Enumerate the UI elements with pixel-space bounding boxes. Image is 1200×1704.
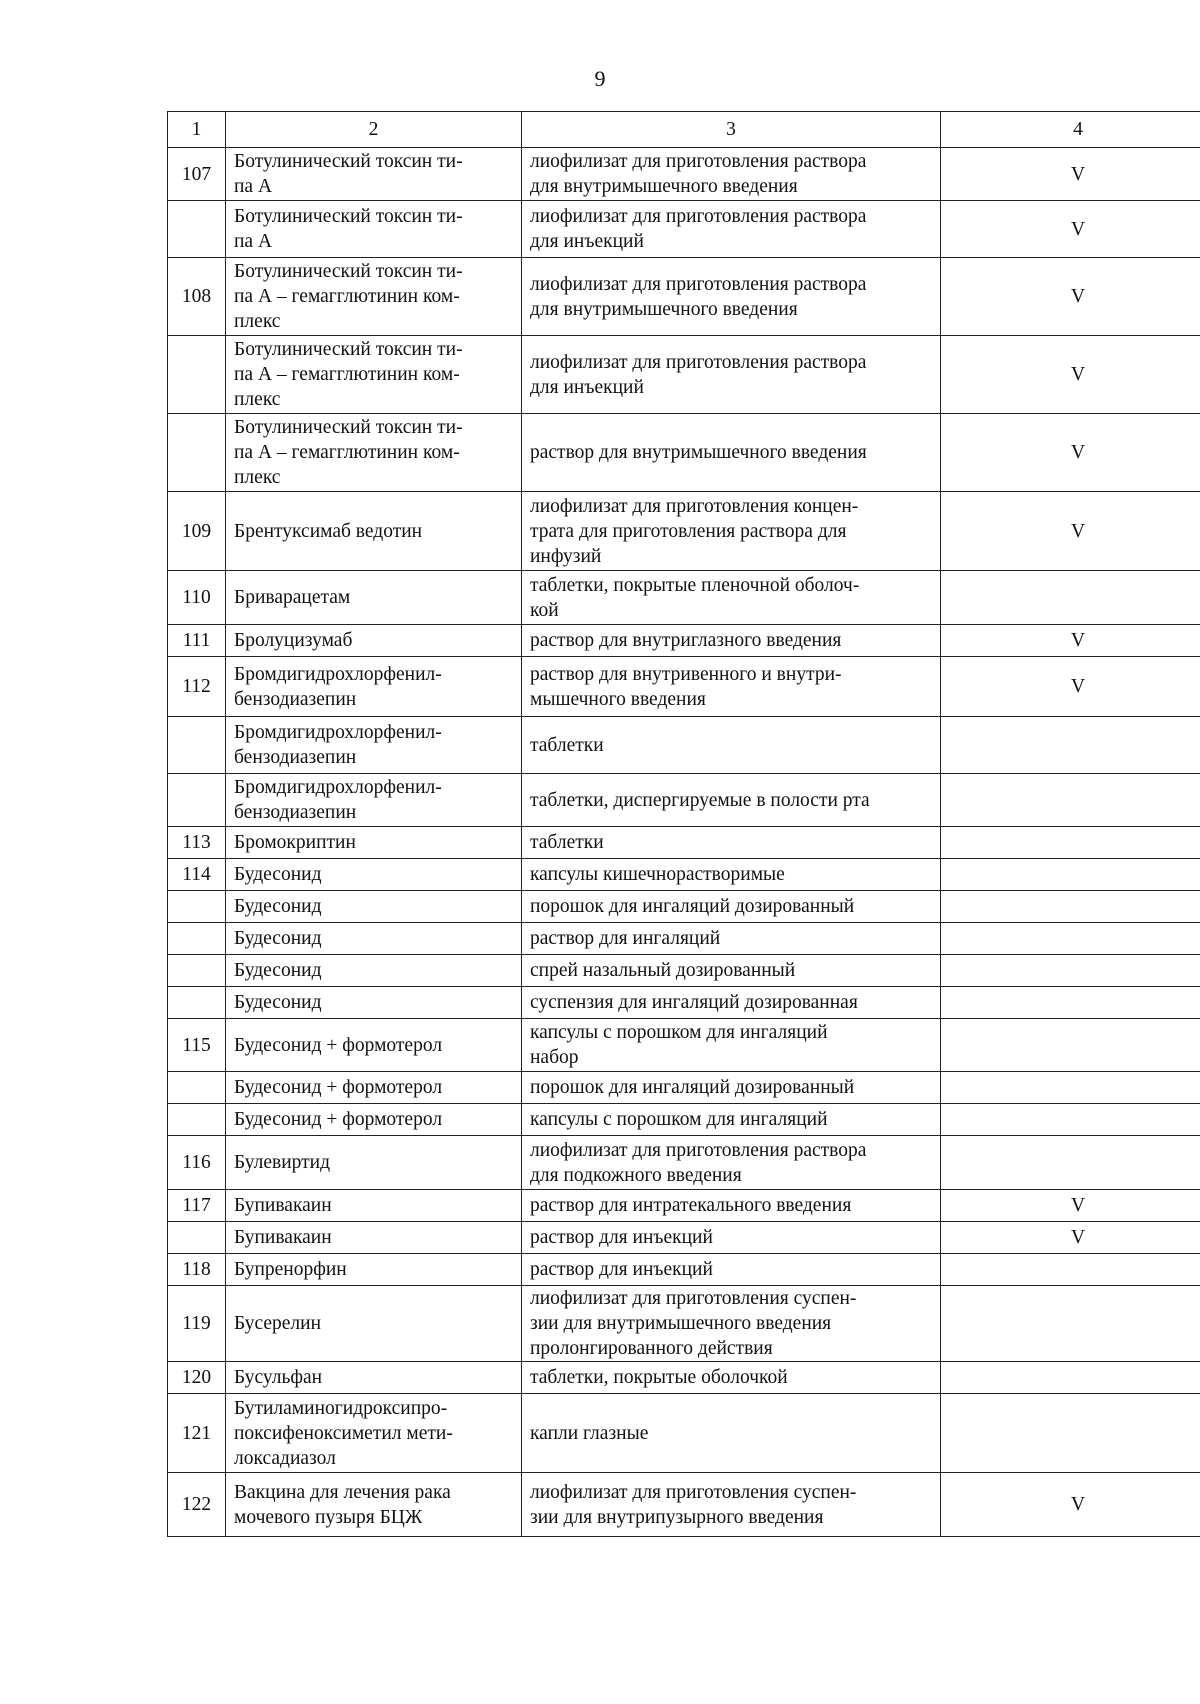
drug-name-cell: Будесонид + формотерол [226, 1019, 522, 1072]
table-row [168, 492, 1200, 571]
table-row [168, 987, 1200, 1019]
mark-cell: V [941, 1222, 1200, 1254]
dosage-form-cell: таблетки [522, 717, 941, 774]
table-row [168, 258, 1200, 336]
row-number-cell: 119 [168, 1286, 226, 1362]
table-row [168, 955, 1200, 987]
table-row [168, 891, 1200, 923]
table-row [168, 859, 1200, 891]
mark-cell: V [941, 625, 1200, 657]
table-row [168, 657, 1200, 717]
row-number-cell [168, 717, 226, 774]
table-row [168, 1104, 1200, 1136]
dosage-form-cell: раствор для инъекций [522, 1222, 941, 1254]
row-number-cell [168, 955, 226, 987]
mark-cell: V [941, 148, 1200, 201]
table-row [168, 414, 1200, 492]
drug-name-cell: Будесонид [226, 955, 522, 987]
header-col-2: 2 [226, 112, 522, 148]
mark-cell [941, 1394, 1200, 1473]
mark-cell [941, 1136, 1200, 1190]
drug-name-cell: Бусерелин [226, 1286, 522, 1362]
dosage-form-cell: суспензия для ингаляций дозированная [522, 987, 941, 1019]
row-number-cell [168, 1072, 226, 1104]
dosage-form-cell: капсулы с порошком для ингаляций набор [522, 1019, 941, 1072]
drug-name-cell: Бролуцизумаб [226, 625, 522, 657]
row-number-cell: 109 [168, 492, 226, 571]
dosage-form-cell: лиофилизат для приготовления концен- трата для приготовления раствора для инфузий [522, 492, 941, 571]
drug-name-cell: Ботулинический токсин ти- па А [226, 148, 522, 201]
drug-name-cell: Ботулинический токсин ти- па А – гемагглютинин ком- плекс [226, 336, 522, 414]
drug-name-cell: Булевиртид [226, 1136, 522, 1190]
mark-cell: V [941, 201, 1200, 258]
page-number: 9 [594, 66, 606, 91]
row-number-cell [168, 336, 226, 414]
drug-name-cell: Брентуксимаб ведотин [226, 492, 522, 571]
mark-cell [941, 923, 1200, 955]
table-header-row [168, 112, 1200, 148]
dosage-form-cell: лиофилизат для приготовления раствора для инъекций [522, 201, 941, 258]
drug-name-cell: Будесонид + формотерол [226, 1072, 522, 1104]
drug-name-cell: Бутиламиногидроксипро- поксифеноксиметил мети- локсадиазол [226, 1394, 522, 1473]
row-number-cell [168, 923, 226, 955]
row-number-cell: 120 [168, 1362, 226, 1394]
dosage-form-cell: таблетки, покрытые пленочной оболоч- кой [522, 571, 941, 625]
mark-cell: V [941, 1473, 1200, 1537]
row-number-cell [168, 201, 226, 258]
drug-name-cell: Бромокриптин [226, 827, 522, 859]
table-row [168, 1254, 1200, 1286]
mark-cell [941, 1104, 1200, 1136]
table-row [168, 625, 1200, 657]
drug-name-cell: Бромдигидрохлорфенил- бензодиазепин [226, 657, 522, 717]
row-number-cell [168, 987, 226, 1019]
row-number-cell: 117 [168, 1190, 226, 1222]
drug-name-cell: Ботулинический токсин ти- па А [226, 201, 522, 258]
dosage-form-cell: порошок для ингаляций дозированный [522, 1072, 941, 1104]
drug-name-cell: Бриварацетам [226, 571, 522, 625]
header-col-3: 3 [522, 112, 941, 148]
dosage-form-cell: спрей назальный дозированный [522, 955, 941, 987]
mark-cell: V [941, 657, 1200, 717]
dosage-form-cell: лиофилизат для приготовления раствора для внутримышечного введения [522, 148, 941, 201]
row-number-cell: 111 [168, 625, 226, 657]
dosage-form-cell: капли глазные [522, 1394, 941, 1473]
table-row [168, 1286, 1200, 1362]
dosage-form-cell: лиофилизат для приготовления раствора для инъекций [522, 336, 941, 414]
mark-cell [941, 774, 1200, 827]
dosage-form-cell: раствор для интратекального введения [522, 1190, 941, 1222]
mark-cell [941, 891, 1200, 923]
row-number-cell: 108 [168, 258, 226, 336]
dosage-form-cell: раствор для внутривенного и внутри- мышечного введения [522, 657, 941, 717]
drug-name-cell: Вакцина для лечения рака мочевого пузыря БЦЖ [226, 1473, 522, 1537]
dosage-form-cell: раствор для инъекций [522, 1254, 941, 1286]
table-row [168, 1019, 1200, 1072]
dosage-form-cell: таблетки, покрытые оболочкой [522, 1362, 941, 1394]
mark-cell [941, 1362, 1200, 1394]
mark-cell [941, 717, 1200, 774]
drug-name-cell: Будесонид [226, 987, 522, 1019]
dosage-form-cell: лиофилизат для приготовления раствора для подкожного введения [522, 1136, 941, 1190]
row-number-cell: 118 [168, 1254, 226, 1286]
table-row [168, 1473, 1200, 1537]
mark-cell [941, 571, 1200, 625]
mark-cell [941, 955, 1200, 987]
dosage-form-cell: раствор для внутриглазного введения [522, 625, 941, 657]
row-number-cell: 122 [168, 1473, 226, 1537]
mark-cell: V [941, 1190, 1200, 1222]
drug-name-cell: Бусульфан [226, 1362, 522, 1394]
drug-name-cell: Будесонид [226, 923, 522, 955]
row-number-cell [168, 891, 226, 923]
dosage-form-cell: раствор для ингаляций [522, 923, 941, 955]
drug-name-cell: Бупренорфин [226, 1254, 522, 1286]
dosage-form-cell: лиофилизат для приготовления суспен- зии для внутримышечного введения пролонгированного действия [522, 1286, 941, 1362]
mark-cell [941, 1072, 1200, 1104]
row-number-cell: 113 [168, 827, 226, 859]
row-number-cell: 107 [168, 148, 226, 201]
drug-name-cell: Будесонид [226, 859, 522, 891]
dosage-form-cell: таблетки, диспергируемые в полости рта [522, 774, 941, 827]
row-number-cell [168, 1104, 226, 1136]
mark-cell [941, 1286, 1200, 1362]
row-number-cell: 116 [168, 1136, 226, 1190]
table-row [168, 201, 1200, 258]
drug-name-cell: Бупивакаин [226, 1222, 522, 1254]
row-number-cell [168, 1222, 226, 1254]
table-row [168, 1222, 1200, 1254]
table-row [168, 1362, 1200, 1394]
table-row [168, 1394, 1200, 1473]
row-number-cell: 112 [168, 657, 226, 717]
dosage-form-cell: капсулы кишечнорастворимые [522, 859, 941, 891]
mark-cell [941, 859, 1200, 891]
drug-list-table [167, 111, 1200, 1537]
table-row [168, 571, 1200, 625]
drug-name-cell: Бромдигидрохлорфенил- бензодиазепин [226, 717, 522, 774]
table-row [168, 923, 1200, 955]
drug-name-cell: Ботулинический токсин ти- па А – гемагглютинин ком- плекс [226, 414, 522, 492]
table-row [168, 1136, 1200, 1190]
mark-cell [941, 827, 1200, 859]
mark-cell [941, 1254, 1200, 1286]
table-row [168, 336, 1200, 414]
mark-cell [941, 1019, 1200, 1072]
mark-cell: V [941, 414, 1200, 492]
dosage-form-cell: таблетки [522, 827, 941, 859]
row-number-cell: 121 [168, 1394, 226, 1473]
row-number-cell: 115 [168, 1019, 226, 1072]
row-number-cell: 114 [168, 859, 226, 891]
row-number-cell: 110 [168, 571, 226, 625]
drug-name-cell: Бромдигидрохлорфенил- бензодиазепин [226, 774, 522, 827]
header-col-4: 4 [941, 112, 1200, 148]
dosage-form-cell: капсулы с порошком для ингаляций [522, 1104, 941, 1136]
table-row [168, 1190, 1200, 1222]
drug-name-cell: Будесонид + формотерол [226, 1104, 522, 1136]
table-row [168, 774, 1200, 827]
row-number-cell [168, 774, 226, 827]
mark-cell: V [941, 336, 1200, 414]
table-row [168, 1072, 1200, 1104]
table-row [168, 148, 1200, 201]
dosage-form-cell: лиофилизат для приготовления суспен- зии для внутрипузырного введения [522, 1473, 941, 1537]
mark-cell [941, 987, 1200, 1019]
drug-name-cell: Ботулинический токсин ти- па А – гемагглютинин ком- плекс [226, 258, 522, 336]
mark-cell: V [941, 492, 1200, 571]
drug-name-cell: Будесонид [226, 891, 522, 923]
mark-cell: V [941, 258, 1200, 336]
dosage-form-cell: лиофилизат для приготовления раствора для внутримышечного введения [522, 258, 941, 336]
row-number-cell [168, 414, 226, 492]
drug-name-cell: Бупивакаин [226, 1190, 522, 1222]
header-col-1: 1 [168, 112, 226, 148]
table-row [168, 717, 1200, 774]
dosage-form-cell: порошок для ингаляций дозированный [522, 891, 941, 923]
table-row [168, 827, 1200, 859]
dosage-form-cell: раствор для внутримышечного введения [522, 414, 941, 492]
